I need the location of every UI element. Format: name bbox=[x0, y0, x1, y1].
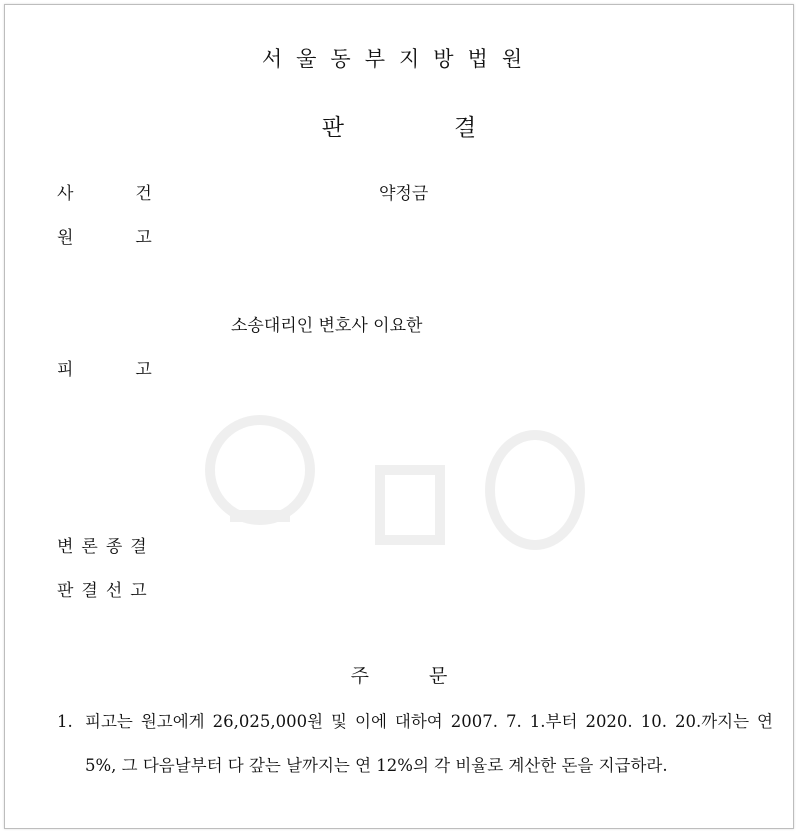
title-char-2: 결 bbox=[454, 115, 477, 141]
section-char-1: 주 bbox=[350, 665, 369, 687]
order-item bbox=[57, 700, 773, 788]
ruling-label: 판결선고 bbox=[57, 581, 155, 601]
conclusion-label: 변론종결 bbox=[57, 537, 155, 557]
court-name: 서울동부지방법원 bbox=[261, 47, 537, 71]
order-section-title bbox=[5, 661, 793, 688]
order-item-number: 1. bbox=[57, 712, 73, 731]
document-title bbox=[5, 109, 793, 142]
plaintiff-label: 원고 bbox=[57, 228, 214, 248]
title-char-1: 판 bbox=[321, 115, 344, 141]
plaintiff-counsel: 소송대리인 변호사 이요한 bbox=[231, 316, 423, 336]
order-item-text: 피고는 원고에게 26,025,000원 및 이에 대하여 2007. 7. 1.부터 2020. 10. 20.까지는 연 5%, 그 다음날부터 다 갚는 날까지는 연 12%의 각 비율로 계산한 돈을 지급하라. bbox=[85, 712, 773, 775]
defendant-label: 피고 bbox=[57, 360, 214, 380]
case-label: 사건 bbox=[57, 184, 214, 204]
section-char-2: 문 bbox=[429, 665, 448, 687]
judgment-page bbox=[4, 4, 794, 829]
case-value: 약정금 bbox=[379, 184, 429, 204]
court-watermark bbox=[200, 410, 600, 550]
